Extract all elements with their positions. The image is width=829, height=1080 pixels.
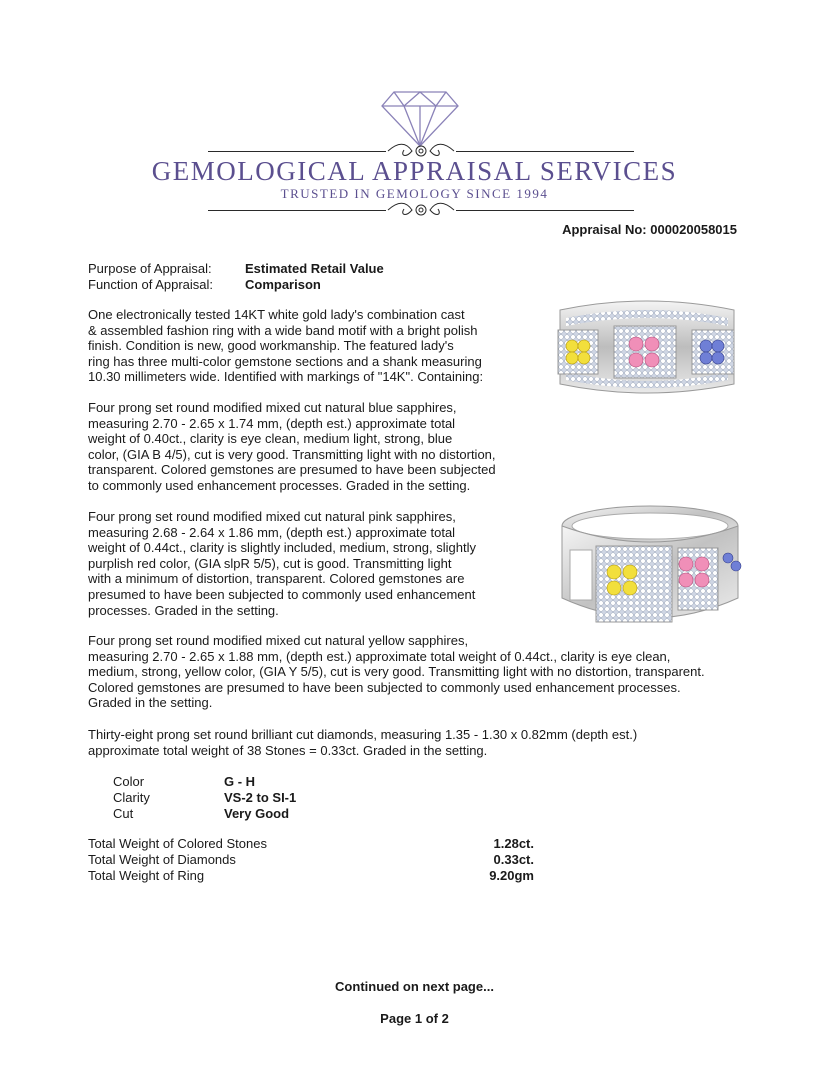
yellow-sapphire-paragraph: Four prong set round modified mixed cut natural yellow sapphires, measuring 2.70 - 2.65 x 1.88 mm, (depth est.) approximate total weight of 0.44ct., clarity is eye clean, medium, strong, yellow color, (GIA Y 5/5), cut is very good. Transmitting light with no distortion, transparent. Colored gemstones are presumed to have been subjected to commonly used enhancement processes. Graded in the setting. — [88, 633, 705, 711]
total-diamonds-value: 0.33ct. — [493, 852, 534, 867]
ring-photo-front — [552, 292, 742, 402]
grading-clarity-label: Clarity — [113, 790, 150, 805]
ring-photo-angled — [556, 498, 744, 638]
description-paragraph: One electronically tested 14KT white gold lady's combination cast & assembled fashion ring with a wide band motif with a bright polish finish. Condition is new, good workmanship. The featured lady's ring has three multi-color gemstone sections and a shank measuring 10.30 millimeters wide. Identified with markings of "14K". Containing: — [88, 307, 484, 385]
function-label: Function of Appraisal: — [88, 277, 214, 292]
appraisal-number — [562, 222, 737, 237]
function-value: Comparison — [245, 277, 321, 292]
appraisal-value: 000020058015 — [650, 222, 737, 237]
total-diamonds-label: Total Weight of Diamonds — [88, 852, 236, 867]
total-colored-label: Total Weight of Colored Stones — [88, 836, 267, 851]
header-bottom-rule — [208, 210, 386, 211]
grading-cut-label: Cut — [113, 806, 134, 821]
header-bottom-rule-right — [456, 210, 634, 211]
diamonds-paragraph: Thirty-eight prong set round brilliant cut diamonds, measuring 1.35 - 1.30 x 0.82mm (depth est.) approximate total weight of 38 Stones = 0.33ct. Graded in the setting. — [88, 727, 638, 758]
company-tagline: TRUSTED IN GEMOLOGY SINCE 1994 — [280, 186, 549, 201]
blue-sapphire-paragraph: Four prong set round modified mixed cut natural blue sapphires, measuring 2.70 - 2.65 x 1.74 mm, (depth est.) approximate total weight of 0.40ct., clarity is eye clean, medium light, strong, blue color, (GIA B 4/5), cut is very good. Transmitting light with no distortion, transparent. Colored gemstones are presumed to have been subjected to commonly used enhancement processes. Graded in the setting. — [88, 400, 496, 493]
grading-cut-value: Very Good — [224, 806, 290, 821]
page-number: Page 1 of 2 — [380, 1011, 449, 1026]
total-ring-value: 9.20gm — [489, 868, 534, 883]
flourish-bottom-icon — [386, 199, 456, 221]
total-colored-value: 1.28ct. — [493, 836, 534, 851]
grading-color-value: G - H — [224, 774, 256, 789]
diamond-logo-icon — [380, 86, 460, 148]
header-top-rule-right — [456, 151, 634, 152]
total-ring-label: Total Weight of Ring — [88, 868, 205, 883]
grading-color-label: Color — [113, 774, 145, 789]
company-name: GEMOLOGICAL APPRAISAL SERVICES — [151, 156, 678, 186]
pink-sapphire-paragraph: Four prong set round modified mixed cut natural pink sapphires, measuring 2.68 - 2.64 x 1.86 mm, (depth est.) approximate total weight of 0.44ct., clarity is slightly included, medium, strong, slightly purplish red color, (GIA slpR 5/5), cut is good. Transmitting light with a minimum of distortion, transparent. Colored gemstones are presumed to have been subjected to commonly used enhancement processes. Graded in the setting. — [88, 509, 477, 618]
continued-text: Continued on next page... — [335, 979, 494, 994]
appraisal-label: Appraisal No: — [562, 222, 647, 237]
purpose-value: Estimated Retail Value — [245, 261, 384, 276]
grading-clarity-value: VS-2 to SI-1 — [224, 790, 297, 805]
purpose-label: Purpose of Appraisal: — [88, 261, 212, 276]
header-top-rule — [208, 151, 386, 152]
